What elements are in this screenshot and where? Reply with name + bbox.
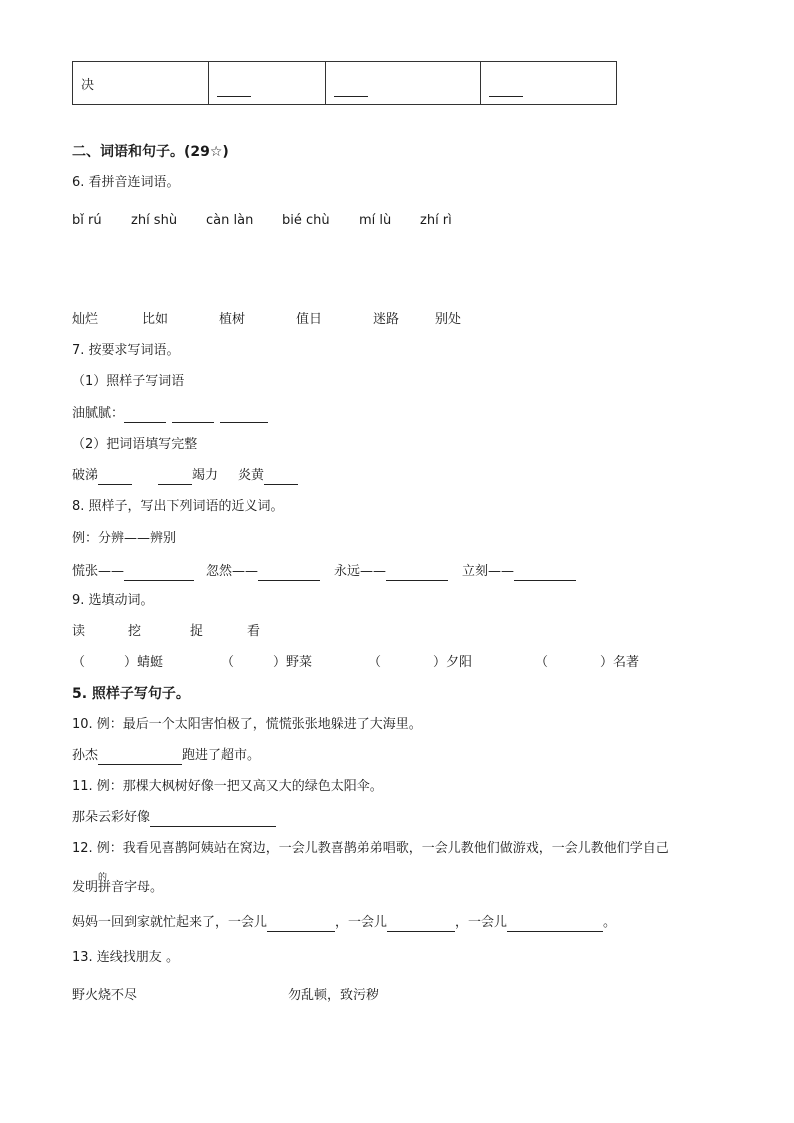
answer-blank[interactable] [150, 812, 276, 827]
text: ，一会儿 [455, 915, 508, 930]
verb-option: 挖 [128, 624, 142, 639]
answer-blank[interactable] [220, 408, 268, 423]
text: 发明 [72, 880, 99, 895]
answer-blank[interactable] [98, 750, 182, 765]
q9-item[interactable]: （ ）蜻蜓 [72, 655, 164, 670]
q9-item[interactable]: （ ）名著 [535, 655, 640, 670]
answer-blank[interactable] [507, 917, 603, 932]
q11-row [72, 809, 276, 827]
fill-table [72, 61, 617, 105]
verb-option: 读 [72, 624, 86, 639]
sentence-end: 跑进了超市。 [182, 748, 261, 763]
word-item[interactable]: 迷路 [373, 312, 400, 327]
answer-blank[interactable] [124, 408, 166, 423]
pinyin-item: zhí shù [131, 213, 178, 228]
q9-stem: 9. 选填动词。 [72, 593, 154, 608]
verb-option: 看 [247, 624, 261, 639]
synonym-item: 慌张—— [72, 564, 125, 579]
q8-stem: 8. 照样子，写出下列词语的近义词。 [72, 499, 284, 514]
q12-example-line2 [72, 879, 163, 897]
q13-stem: 13. 连线找朋友 。 [72, 950, 179, 965]
q9-item[interactable]: （ ）野菜 [221, 655, 313, 670]
pinyin-item: bǐ rú [72, 213, 102, 228]
section-heading: 5. 照样子写句子。 [72, 686, 190, 702]
verb-option: 捉 [190, 624, 204, 639]
word-item[interactable]: 灿烂 [72, 312, 99, 327]
idiom-fragment: 竭力 [192, 468, 219, 483]
q12-small-char: 的 [98, 873, 108, 883]
answer-blank[interactable] [98, 470, 132, 485]
pinyin-item: càn làn [206, 213, 254, 228]
q11-example: 11. 例：那棵大枫树好像一把又高又大的绿色太阳伞。 [72, 779, 383, 794]
word-item[interactable]: 值日 [296, 312, 323, 327]
answer-blank[interactable] [158, 470, 192, 485]
table-cell-blank[interactable] [209, 62, 326, 105]
answer-blank[interactable] [386, 566, 448, 581]
sentence-start: 孙杰 [72, 748, 99, 763]
table-cell-blank[interactable] [481, 62, 617, 105]
q10-row [72, 747, 260, 765]
word-item[interactable]: 植树 [219, 312, 246, 327]
text: 拼音字母。 [98, 880, 164, 895]
q8-row [72, 563, 576, 581]
match-left[interactable]: 野火烧不尽 [72, 988, 138, 1003]
q8-example: 例：分辨——辨别 [72, 531, 177, 546]
table-cell: 决 [73, 62, 209, 105]
q6-stem: 6. 看拼音连词语。 [72, 175, 180, 190]
q7-part2: （2）把词语填写完整 [72, 437, 198, 452]
pinyin-item: zhí rì [420, 213, 452, 228]
q7-part2-row [72, 467, 298, 485]
pinyin-item: mí lù [359, 213, 392, 228]
word-item[interactable]: 别处 [435, 312, 462, 327]
answer-blank[interactable] [267, 917, 335, 932]
synonym-item: 忽然—— [206, 564, 259, 579]
q12-row [72, 914, 616, 932]
answer-blank[interactable] [172, 408, 214, 423]
section-heading: 二、词语和句子。(29☆) [72, 144, 229, 160]
answer-blank[interactable] [514, 566, 576, 581]
pinyin-item: bié chù [282, 213, 330, 228]
table-cell-blank[interactable] [326, 62, 481, 105]
q9-item[interactable]: （ ）夕阳 [368, 655, 473, 670]
q10-example: 10. 例：最后一个太阳害怕极了，慌慌张张地躲进了大海里。 [72, 717, 422, 732]
q7-prompt: 油腻腻： [72, 406, 125, 421]
q7-part1-row [72, 405, 268, 423]
answer-blank[interactable] [387, 917, 455, 932]
match-right[interactable]: 勿乱顿，致污秽 [288, 988, 380, 1003]
sentence-start: 妈妈一回到家就忙起来了，一会儿 [72, 915, 268, 930]
answer-blank[interactable] [124, 566, 194, 581]
answer-blank[interactable] [264, 470, 298, 485]
text: 。 [603, 915, 617, 930]
q7-part1: （1）照样子写词语 [72, 374, 185, 389]
synonym-item: 永远—— [334, 564, 387, 579]
q7-stem: 7. 按要求写词语。 [72, 343, 180, 358]
sentence-start: 那朵云彩好像 [72, 810, 151, 825]
idiom-fragment: 破涕 [72, 468, 99, 483]
synonym-item: 立刻—— [462, 564, 515, 579]
idiom-fragment: 炎黄 [238, 468, 265, 483]
text: ，一会儿 [335, 915, 388, 930]
word-item[interactable]: 比如 [142, 312, 169, 327]
answer-blank[interactable] [258, 566, 320, 581]
q12-example-line1: 12. 例：我看见喜鹊阿姨站在窝边，一会儿教喜鹊弟弟唱歌，一会儿教他们做游戏，一会儿教他们学自己 [72, 841, 669, 856]
